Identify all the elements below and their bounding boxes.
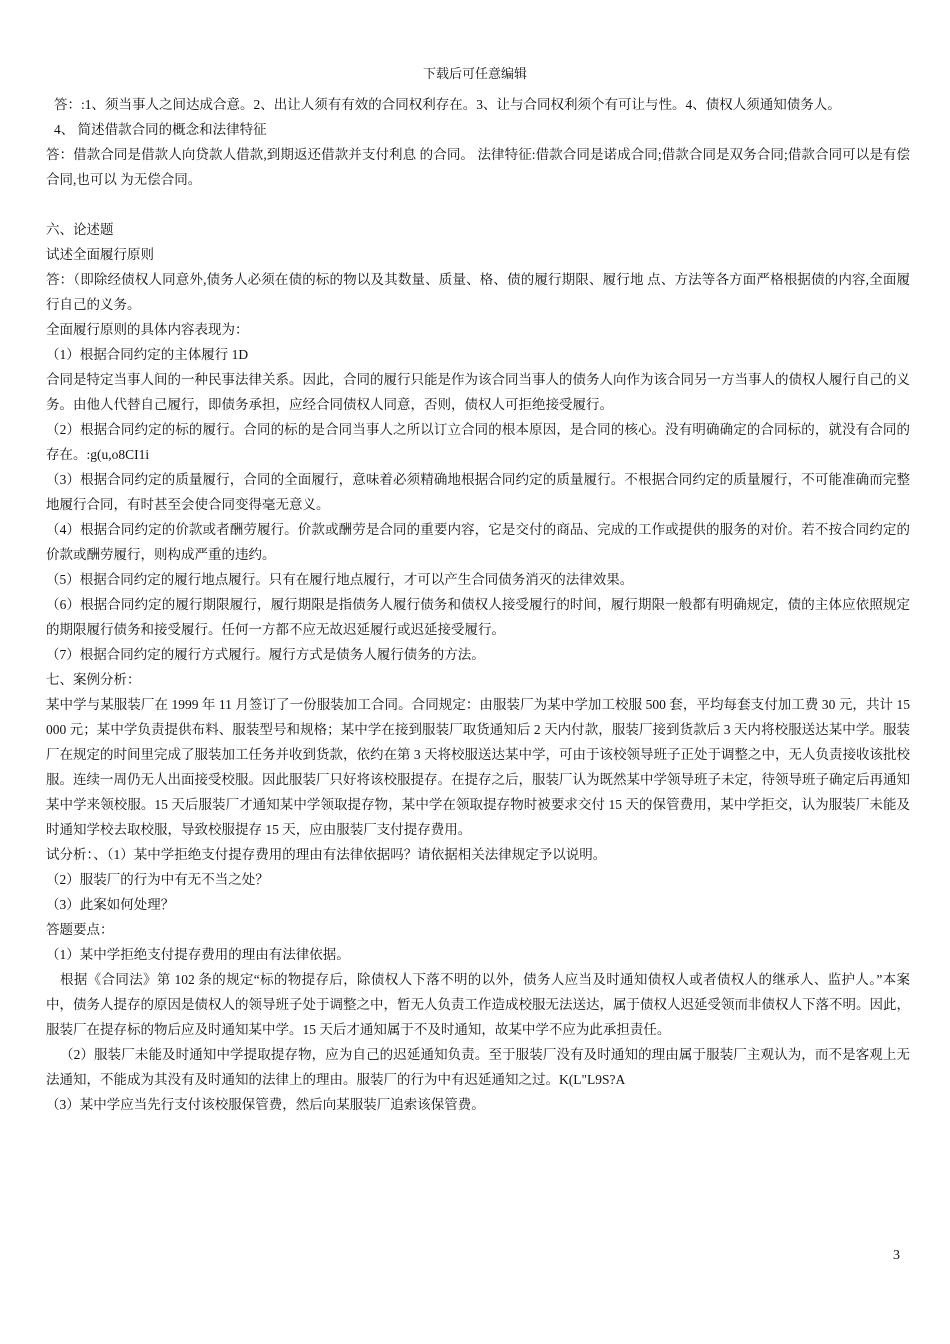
page-header: 下载后可任意编辑	[422, 66, 527, 81]
section-heading: 七、案例分析：	[46, 672, 141, 687]
question-heading: 试述全面履行原则	[46, 247, 154, 262]
case-paragraph: 某中学与某服装厂在 1999 年 11 月签订了一份服装加工合同。合同规定：由服装厂为某中学加工校服 500 套，平均每套支付加工费 30 元，共计 15000 元；某中学负责提供布料、服装型号和规格；某中学在接到服装厂取货通知后 2 天内付款，服装厂接到货款后 3 天内将校服送达某中学。服装厂在规定的时间里完成了服装加工任务并收到货款，依约在第 3 天将校服送达某中学，可由于该校领导班子正处于调整之中，无人负责接收该批校服。连续一周仍无人出面接受校服。因此服装厂只好将该校服提存。在提存之后，服装厂认为既然某中学领导班子未定，待领导班子确定后再通知某中学来领校服。15 天后服装厂才通知某中学领取提存物，某中学在领取提存物时被要求交付 15 天的保管费用，某中学拒交，认为服装厂未能及时通知学校去取校服，导致校服提存 15 天，应由服装厂支付提存费用。	[46, 697, 910, 837]
list-item: （5）根据合同约定的履行地点履行。只有在履行地点履行，才可以产生合同债务消灭的法律效果。	[46, 572, 634, 587]
question-item: 试分析：、（1）某中学拒绝支付提存费用的理由有法律依据吗？请依据相关法律规定予以说明。	[46, 847, 607, 862]
list-item: （4）根据合同约定的价款或者酬劳履行。价款或酬劳是合同的重要内容，它是交付的商品、完成的工作或提供的服务的对价。若不按合同约定的价款或酬劳履行，则构成严重的违约。	[46, 522, 910, 562]
list-item: （3）根据合同约定的质量履行，合同的全面履行，意味着必须精确地根据合同约定的质量履行。不根据合同约定的质量履行，不可能准确而完整地履行合同，有时甚至会使合同变得毫无意义。	[46, 472, 910, 512]
answer-paragraph: 根据《合同法》第 102 条的规定“标的物提存后，除债权人下落不明的以外，债务人应当及时通知债权人或者债权人的继承人、监护人。”本案中，债务人提存的原因是债权人的领导班子处于调整之中，暂无人负责工作造成校服无法送达，属于债权人迟延受领而非债权人下落不明。因此，服装厂在提存标的物后应及时通知某中学。15 天后才通知属于不及时通知，故某中学不应为此承担责任。	[46, 972, 910, 1037]
section-heading: 六、论述题	[46, 222, 114, 237]
body-paragraph: 合同是特定当事人间的一种民事法律关系。因此，合同的履行只能是作为该合同当事人的债务人向作为该合同另一方当事人的债权人履行自己的义务。由他人代替自己履行，即债务承担，应经合同债权人同意，否则，债权人可拒绝接受履行。	[46, 372, 910, 412]
list-item: （7）根据合同约定的履行方式履行。履行方式是债务人履行债务的方法。	[46, 647, 485, 662]
answer-paragraph: 答：借款合同是借款人向贷款人借款,到期返还借款并支付利息 的合同。 法律特征:借款合同是诺成合同;借款合同是双务合同;借款合同可以是有偿合同,也可以 为无偿合同。	[46, 147, 910, 187]
list-item: （2）根据合同约定的标的履行。合同的标的是合同当事人之所以订立合同的根本原因，是合同的核心。没有明确确定的合同标的，就没有合同的存在。:g(u,o8CI1i	[46, 422, 910, 462]
answer-paragraph: 答：:1、须当事人之间达成合意。2、出让人须有有效的合同权利存在。3、让与合同权利须个有可让与性。4、债权人须通知债务人。	[54, 97, 841, 112]
question-heading: 4、 简述借款合同的概念和法律特征	[54, 122, 267, 137]
body-paragraph: 全面履行原则的具体内容表现为：	[46, 322, 249, 337]
list-item: （6）根据合同约定的履行期限履行，履行期限是指债务人履行债务和债权人接受履行的时间，履行期限一般都有明确规定，债的主体应依照规定的期限履行债务和接受履行。任何一方都不应无故迟延履行或迟延接受履行。	[46, 597, 910, 637]
answer-item: （2）服装厂未能及时通知中学提取提存物，应为自己的迟延通知负责。至于服装厂没有及时通知的理由属于服装厂主观认为，而不是客观上无法通知，不能成为其没有及时通知的法律上的理由。服装厂的行为中有迟延通知之过。K(L"L9S?A	[46, 1047, 910, 1087]
question-item: （3）此案如何处理？	[46, 897, 175, 912]
answer-item: （3）某中学应当先行支付该校服保管费，然后向某服装厂追索该保管费。	[46, 1097, 485, 1112]
question-item: （2）服装厂的行为中有无不当之处？	[46, 872, 269, 887]
answer-paragraph: 答：（即除经债权人同意外,债务人必须在债的标的物以及其数量、质量、格、债的履行期限、履行地 点、方法等各方面严格根据债的内容,全面履行自己的义务。	[46, 272, 910, 312]
answer-item: （1）某中学拒绝支付提存费用的理由有法律依据。	[46, 947, 350, 962]
answer-heading: 答题要点：	[46, 922, 114, 937]
document-body	[46, 92, 910, 1117]
list-item: （1）根据合同约定的主体履行 1D	[46, 347, 249, 362]
page-number: 3	[893, 1248, 900, 1263]
